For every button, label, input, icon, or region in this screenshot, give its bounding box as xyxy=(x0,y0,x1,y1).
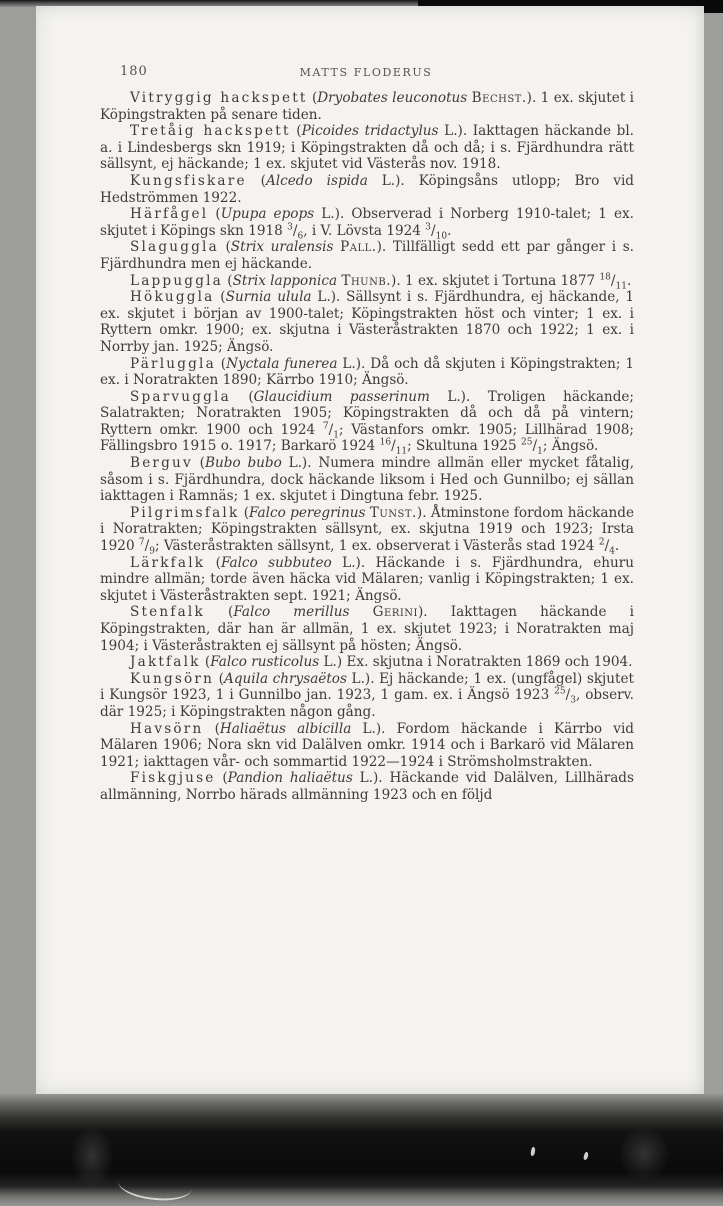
page-number: 180 xyxy=(120,64,148,79)
paragraph xyxy=(100,90,634,123)
text-run: . xyxy=(614,538,620,555)
text-run: L.). Ej häckande; 1 ex. (ungfågel) skjutet i Kungsör 1923, 1 i Gunnilbo jan. 1923, 1 gam. ex. i Ängsö 1923 xyxy=(100,670,635,704)
species-name: Pilgrimsfalk xyxy=(130,504,240,521)
text-run: ( xyxy=(204,604,234,621)
species-name: Kungsörn xyxy=(130,670,215,687)
scientific-name: Alcedo ispida xyxy=(265,172,368,189)
text-run: ( xyxy=(246,172,266,189)
text-run: . xyxy=(626,272,632,289)
scan-artifact-streak xyxy=(117,1166,194,1204)
paragraph xyxy=(100,555,634,605)
scientific-name: Falco merillus xyxy=(233,604,350,621)
paragraph xyxy=(100,123,634,173)
species-name: Härfågel xyxy=(130,206,209,223)
date-fraction: $^{25}/_1$ xyxy=(521,437,543,458)
paragraph xyxy=(100,770,634,803)
scan-artifact-smudge xyxy=(618,1126,670,1182)
paragraph xyxy=(100,388,635,458)
text-run: ). 1 ex. skjutet i Tortuna 1877 xyxy=(391,272,600,289)
scientific-name: Falco rusticolus xyxy=(210,654,320,671)
page-header xyxy=(100,64,632,80)
species-name: Fiskgjuse xyxy=(130,770,216,787)
text-run: ). 1 ex. skjutet i Köpingstrakten på senare tiden. xyxy=(100,90,635,123)
text-run: L.). Iakttagen häckande bl. a. i Lindesbergs skn 1919; i Köpingstrakten då och då; i s. Fjärdhundra rätt sällsynt, ej häckande; 1 ex. skjutet vid Västerås nov. 1918. xyxy=(100,123,634,173)
text-run: ; Skultuna 1925 xyxy=(407,438,522,455)
text-run: L.). Fordom häckande i Kärrbo vid Mälaren 1906; Nora skn vid Dalälven omkr. 1914 och i Barkarö vid Mälaren 1921; iakttagen vår- och sommartid 1922—1924 i Strömsholmstrakten. xyxy=(100,720,634,770)
text-run: L.). Häckande vid Dalälven, Lillhärads allmänning, Norrbo härads allmänning 1923 och en följd xyxy=(100,770,634,803)
paragraph xyxy=(100,206,635,242)
species-name: Slaguggla xyxy=(130,239,219,256)
author-abbrev: Tunst. xyxy=(369,504,417,521)
scientific-name: Aquila chrysaëtos xyxy=(224,670,347,687)
scientific-name: Strix lapponica xyxy=(232,272,338,289)
text-run: ). Åtminstone fordom häckande i Noratrakten; Köpingstrakten sällsynt, ex. skjutna 1919 och 1923; Irsta 1920 xyxy=(100,504,635,555)
date-fraction: $^{25}/_3$ xyxy=(554,686,576,707)
date-fraction: $^{16}/_{11}$ xyxy=(379,437,408,458)
scientific-name: Pandion haliaëtus xyxy=(227,770,353,787)
scientific-name: Falco peregrinus xyxy=(249,504,366,521)
text-run: . xyxy=(447,222,452,239)
text-run: L.). Sällsynt i s. Fjärdhundra, ej häckande, 1 ex. skjutet i början av 1900-talet; Köpingstrakten höst och vinter; 1 ex. i Ryttern omkr. 1900; ex. skjutna i Västeråstrakten 1870 och 1922; 1 ex. i Norrby jan. 1925; Ängsö. xyxy=(100,289,635,355)
text-run: ( xyxy=(215,355,227,372)
text-run: L.). Köpingsåns utlopp; Bro vid Hedströmmen 1922. xyxy=(100,172,634,206)
text-run: ( xyxy=(203,720,220,737)
scientific-name: Nyctala funerea xyxy=(226,355,338,372)
species-name: Lärkfalk xyxy=(130,554,206,571)
species-name: Berguv xyxy=(130,455,193,472)
paragraph xyxy=(100,654,634,671)
paragraph xyxy=(100,455,634,505)
date-fraction: $^3/_6$ xyxy=(287,222,304,242)
text-run: ( xyxy=(200,654,211,671)
text-run: ( xyxy=(214,289,226,306)
paragraph xyxy=(100,505,634,555)
text-run: ( xyxy=(239,504,250,521)
scientific-name: Falco subbuteo xyxy=(220,554,332,571)
text-run: ). Iakttagen häckande i Köpingstrakten, där han är allmän, 1 ex. skjutet 1923; i Noratrakten maj 1904; i Västeråstrakten ej sällsynt på hösten; Ängsö. xyxy=(100,604,634,654)
text-run: , i V. Lövsta 1924 xyxy=(303,222,426,239)
text-run: ( xyxy=(222,272,233,289)
paragraph xyxy=(100,604,634,654)
text-run: ( xyxy=(218,239,231,256)
author-abbrev: Thunb. xyxy=(341,272,392,289)
date-fraction: $^2/_4$ xyxy=(598,537,615,557)
date-fraction: $^3/_{10}$ xyxy=(425,222,448,242)
species-name: Sparvuggla xyxy=(130,388,231,405)
author-abbrev: Bechst. xyxy=(471,90,527,106)
paragraph xyxy=(100,239,634,272)
species-name: Lappuggla xyxy=(130,272,223,289)
running-title: MATTS FLODERUS xyxy=(299,66,433,79)
species-name: Pärluggla xyxy=(130,355,216,372)
text-run: L.). Häckande i s. Fjärdhundra, ehuru mindre allmän; torde även häcka vid Mälaren; vanlig i Köpingstrakten; 1 ex. skjutet i Västeråstrakten sept. 1921; Ängsö. xyxy=(100,554,635,604)
text-run: ; Västanfors omkr. 1905; Lillhärad 1908; Fällingsbro 1915 o. 1917; Barkarö 1924 xyxy=(100,421,634,455)
text-run: ( xyxy=(215,770,228,787)
text-run: L.). Då och då skjuten i Köpingstrakten; 1 ex. i Noratrakten 1890; Kärrbo 1910; Ängsö. xyxy=(100,355,634,389)
scan-edge-bottom xyxy=(0,1094,723,1206)
date-fraction: $^7/_1$ xyxy=(322,421,339,441)
text-run: ( xyxy=(214,670,224,687)
species-name: Tretåig hackspett xyxy=(130,123,291,140)
text-run: ( xyxy=(230,388,254,405)
author-abbrev: Pall. xyxy=(340,239,377,256)
text-run: L.). Numera mindre allmän eller mycket fåtalig, såsom i s. Fjärdhundra, dock häckande liksom i Hed och Gunnilbo; ej sällan iakttagen i Ramnäs; 1 ex. skjutet i Dingtuna febr. 1925. xyxy=(100,455,635,505)
date-fraction: $^7/_9$ xyxy=(138,537,155,557)
text-run: L.). Troligen häckande; Salatrakten; Noratrakten 1905; Köpingstrakten då och då på vintern; Ryttern omkr. 1900 och 1924 xyxy=(100,388,635,438)
species-name: Hökuggla xyxy=(130,289,215,306)
text-run: ). Tillfälligt sedd ett par gånger i s. Fjärdhundra men ej häckande. xyxy=(100,239,635,272)
text-run: L.). Observerad i Norberg 1910-talet; 1 ex. skjutet i Köpings skn 1918 xyxy=(100,206,635,239)
scan-artifact-speck xyxy=(530,1147,536,1157)
text-run: , observ. där 1925; i Köpingstrakten någon gång. xyxy=(100,687,635,720)
date-fraction: $^{18}/_{11}$ xyxy=(599,272,627,292)
scientific-name: Bubo bubo xyxy=(205,455,282,472)
species-name: Vitryggig hackspett xyxy=(130,90,308,106)
text-run: ( xyxy=(307,90,318,106)
scientific-name: Haliaëtus albicilla xyxy=(219,720,352,737)
species-name: Jaktfalk xyxy=(130,654,201,671)
paragraph xyxy=(100,356,634,389)
scientific-name: Strix uralensis xyxy=(230,239,334,256)
paragraph xyxy=(100,721,634,771)
scan-artifact-smudge xyxy=(70,1126,114,1188)
text-run: ( xyxy=(205,554,221,571)
text-run: ; Ängsö. xyxy=(542,438,599,455)
scientific-name: Upupa epops xyxy=(220,206,315,223)
scientific-name: Dryobates leuconotus xyxy=(317,90,468,106)
paragraph xyxy=(100,273,634,290)
species-name: Kungsfiskare xyxy=(130,172,247,189)
text-run: ( xyxy=(208,206,221,223)
text-run: ; Västeråstrakten sällsynt, 1 ex. observerat i Västerås stad 1924 xyxy=(154,538,599,555)
text-run: L.) Ex. skjutna i Noratrakten 1869 och 1904. xyxy=(319,654,633,671)
author-abbrev: Gerini xyxy=(372,604,418,621)
species-name: Havsörn xyxy=(130,720,204,737)
scientific-name: Glaucidium passerinum xyxy=(253,388,430,405)
scientific-name: Picoides tridactylus xyxy=(301,123,439,140)
paragraph xyxy=(100,173,634,206)
scientific-name: Surnia ulula xyxy=(225,289,312,306)
page-content xyxy=(100,90,634,804)
scan-artifact-speck xyxy=(583,1152,589,1161)
paragraph xyxy=(100,671,634,721)
text-run xyxy=(350,604,373,620)
text-run: ( xyxy=(192,455,205,472)
species-name: Stenfalk xyxy=(130,604,205,621)
paragraph xyxy=(100,289,634,355)
page xyxy=(36,6,704,1094)
text-run: ( xyxy=(290,123,302,140)
